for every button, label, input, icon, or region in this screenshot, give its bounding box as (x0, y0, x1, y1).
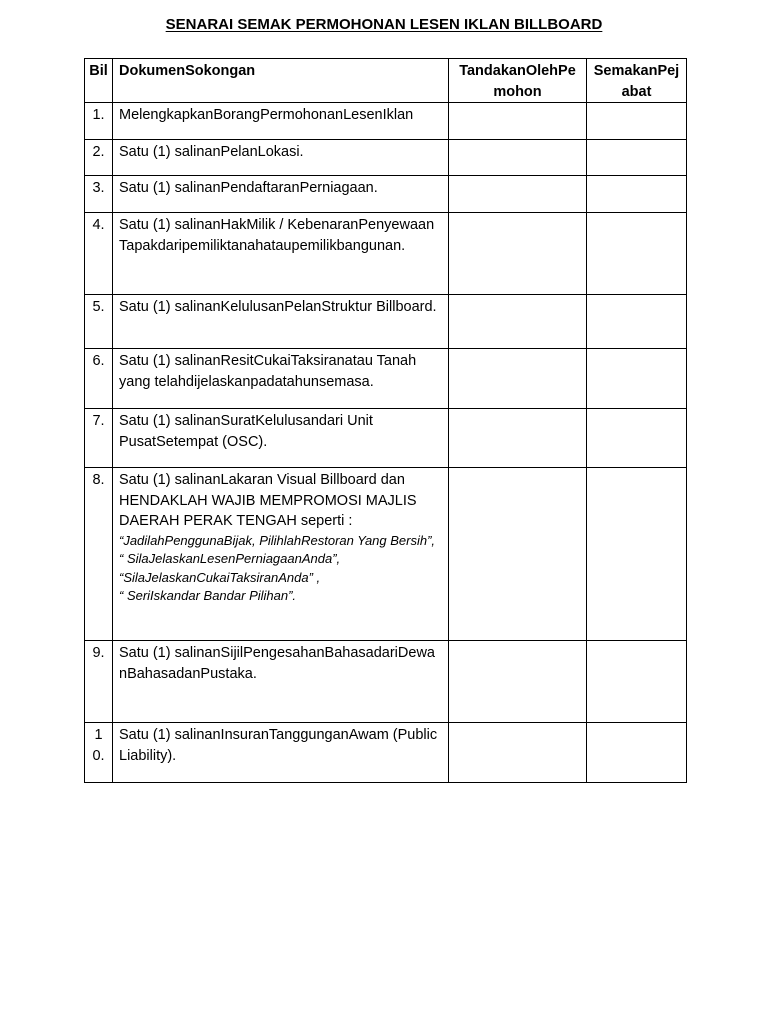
applicant-check-cell[interactable] (449, 641, 587, 723)
row-number: 8. (85, 468, 113, 641)
applicant-check-cell[interactable] (449, 140, 587, 176)
office-check-cell[interactable] (587, 409, 687, 468)
office-check-cell[interactable] (587, 641, 687, 723)
table-row (85, 140, 687, 176)
applicant-check-cell[interactable] (449, 468, 587, 641)
header-office-check: SemakanPejabat (587, 59, 687, 103)
page-title: SENARAI SEMAK PERMOHONAN LESEN IKLAN BILLBOARD (165, 16, 603, 33)
row-number: 6. (85, 349, 113, 409)
row-number: 3. (85, 176, 113, 213)
document-text-cell (113, 468, 449, 641)
row-number: 2. (85, 140, 113, 176)
slogan-item: “ SeriIskandar Bandar Pilihan”. (119, 588, 297, 603)
slogan-item: “SilaJelaskanCukaiTaksiranAnda” , (119, 569, 321, 585)
applicant-check-cell[interactable] (449, 723, 587, 783)
table-row (85, 409, 687, 468)
office-check-cell[interactable] (587, 176, 687, 213)
table-row (85, 176, 687, 213)
applicant-check-cell[interactable] (449, 213, 587, 295)
applicant-check-cell[interactable] (449, 295, 587, 349)
document-text: Satu (1) salinanInsuranTanggunganAwam (Public Liability). (113, 723, 449, 783)
office-check-cell[interactable] (587, 295, 687, 349)
office-check-cell[interactable] (587, 140, 687, 176)
row-number: 7. (85, 409, 113, 468)
table-row (85, 723, 687, 783)
row-number: 9. (85, 641, 113, 723)
document-text: Satu (1) salinanLakaran Visual Billboard dan HENDAKLAH WAJIB MEMPROMOSI MAJLIS DAERAH PERAK TENGAH seperti : (119, 472, 417, 529)
applicant-check-cell[interactable] (449, 409, 587, 468)
row-number: 10. (85, 723, 113, 783)
document-text: Satu (1) salinanHakMilik / KebenaranPenyewaanTapakdaripemiliktanahataupemilikbangunan. (113, 213, 449, 295)
applicant-check-cell[interactable] (449, 103, 587, 140)
office-check-cell[interactable] (587, 103, 687, 140)
document-text: MelengkapkanBorangPermohonanLesenIklan (113, 103, 449, 140)
header-bil: Bil (85, 59, 113, 103)
document-text: Satu (1) salinanResitCukaiTaksiranatau Tanah yang telahdijelaskanpadatahunsemasa. (113, 349, 449, 409)
document-text: Satu (1) salinanPendaftaranPerniagaan. (113, 176, 449, 213)
table-row (85, 468, 687, 641)
slogan-list (119, 532, 442, 606)
header-document: DokumenSokongan (113, 59, 449, 103)
header-row (85, 59, 687, 103)
applicant-check-cell[interactable] (449, 176, 587, 213)
header-applicant-check: TandakanOlehPemohon (449, 59, 587, 103)
document-text: Satu (1) salinanPelanLokasi. (113, 140, 449, 176)
slogan-item: “ SilaJelaskanLesenPerniagaanAnda”, (119, 551, 341, 566)
table-row (85, 213, 687, 295)
office-check-cell[interactable] (587, 723, 687, 783)
table-row (85, 295, 687, 349)
office-check-cell[interactable] (587, 349, 687, 409)
applicant-check-cell[interactable] (449, 349, 587, 409)
table-row (85, 103, 687, 140)
office-check-cell[interactable] (587, 213, 687, 295)
table-row (85, 349, 687, 409)
row-number: 4. (85, 213, 113, 295)
table-row (85, 641, 687, 723)
document-text: Satu (1) salinanSuratKelulusandari Unit PusatSetempat (OSC). (113, 409, 449, 468)
document-text: Satu (1) salinanSijilPengesahanBahasadariDewanBahasadanPustaka. (113, 641, 449, 723)
document-text: Satu (1) salinanKelulusanPelanStruktur Billboard. (113, 295, 449, 349)
row-number: 5. (85, 295, 113, 349)
checklist-table (84, 58, 687, 783)
slogan-item: “JadilahPenggunaBijak, PilihlahRestoran Yang Bersih”, (119, 532, 436, 548)
office-check-cell[interactable] (587, 468, 687, 641)
row-number: 1. (85, 103, 113, 140)
